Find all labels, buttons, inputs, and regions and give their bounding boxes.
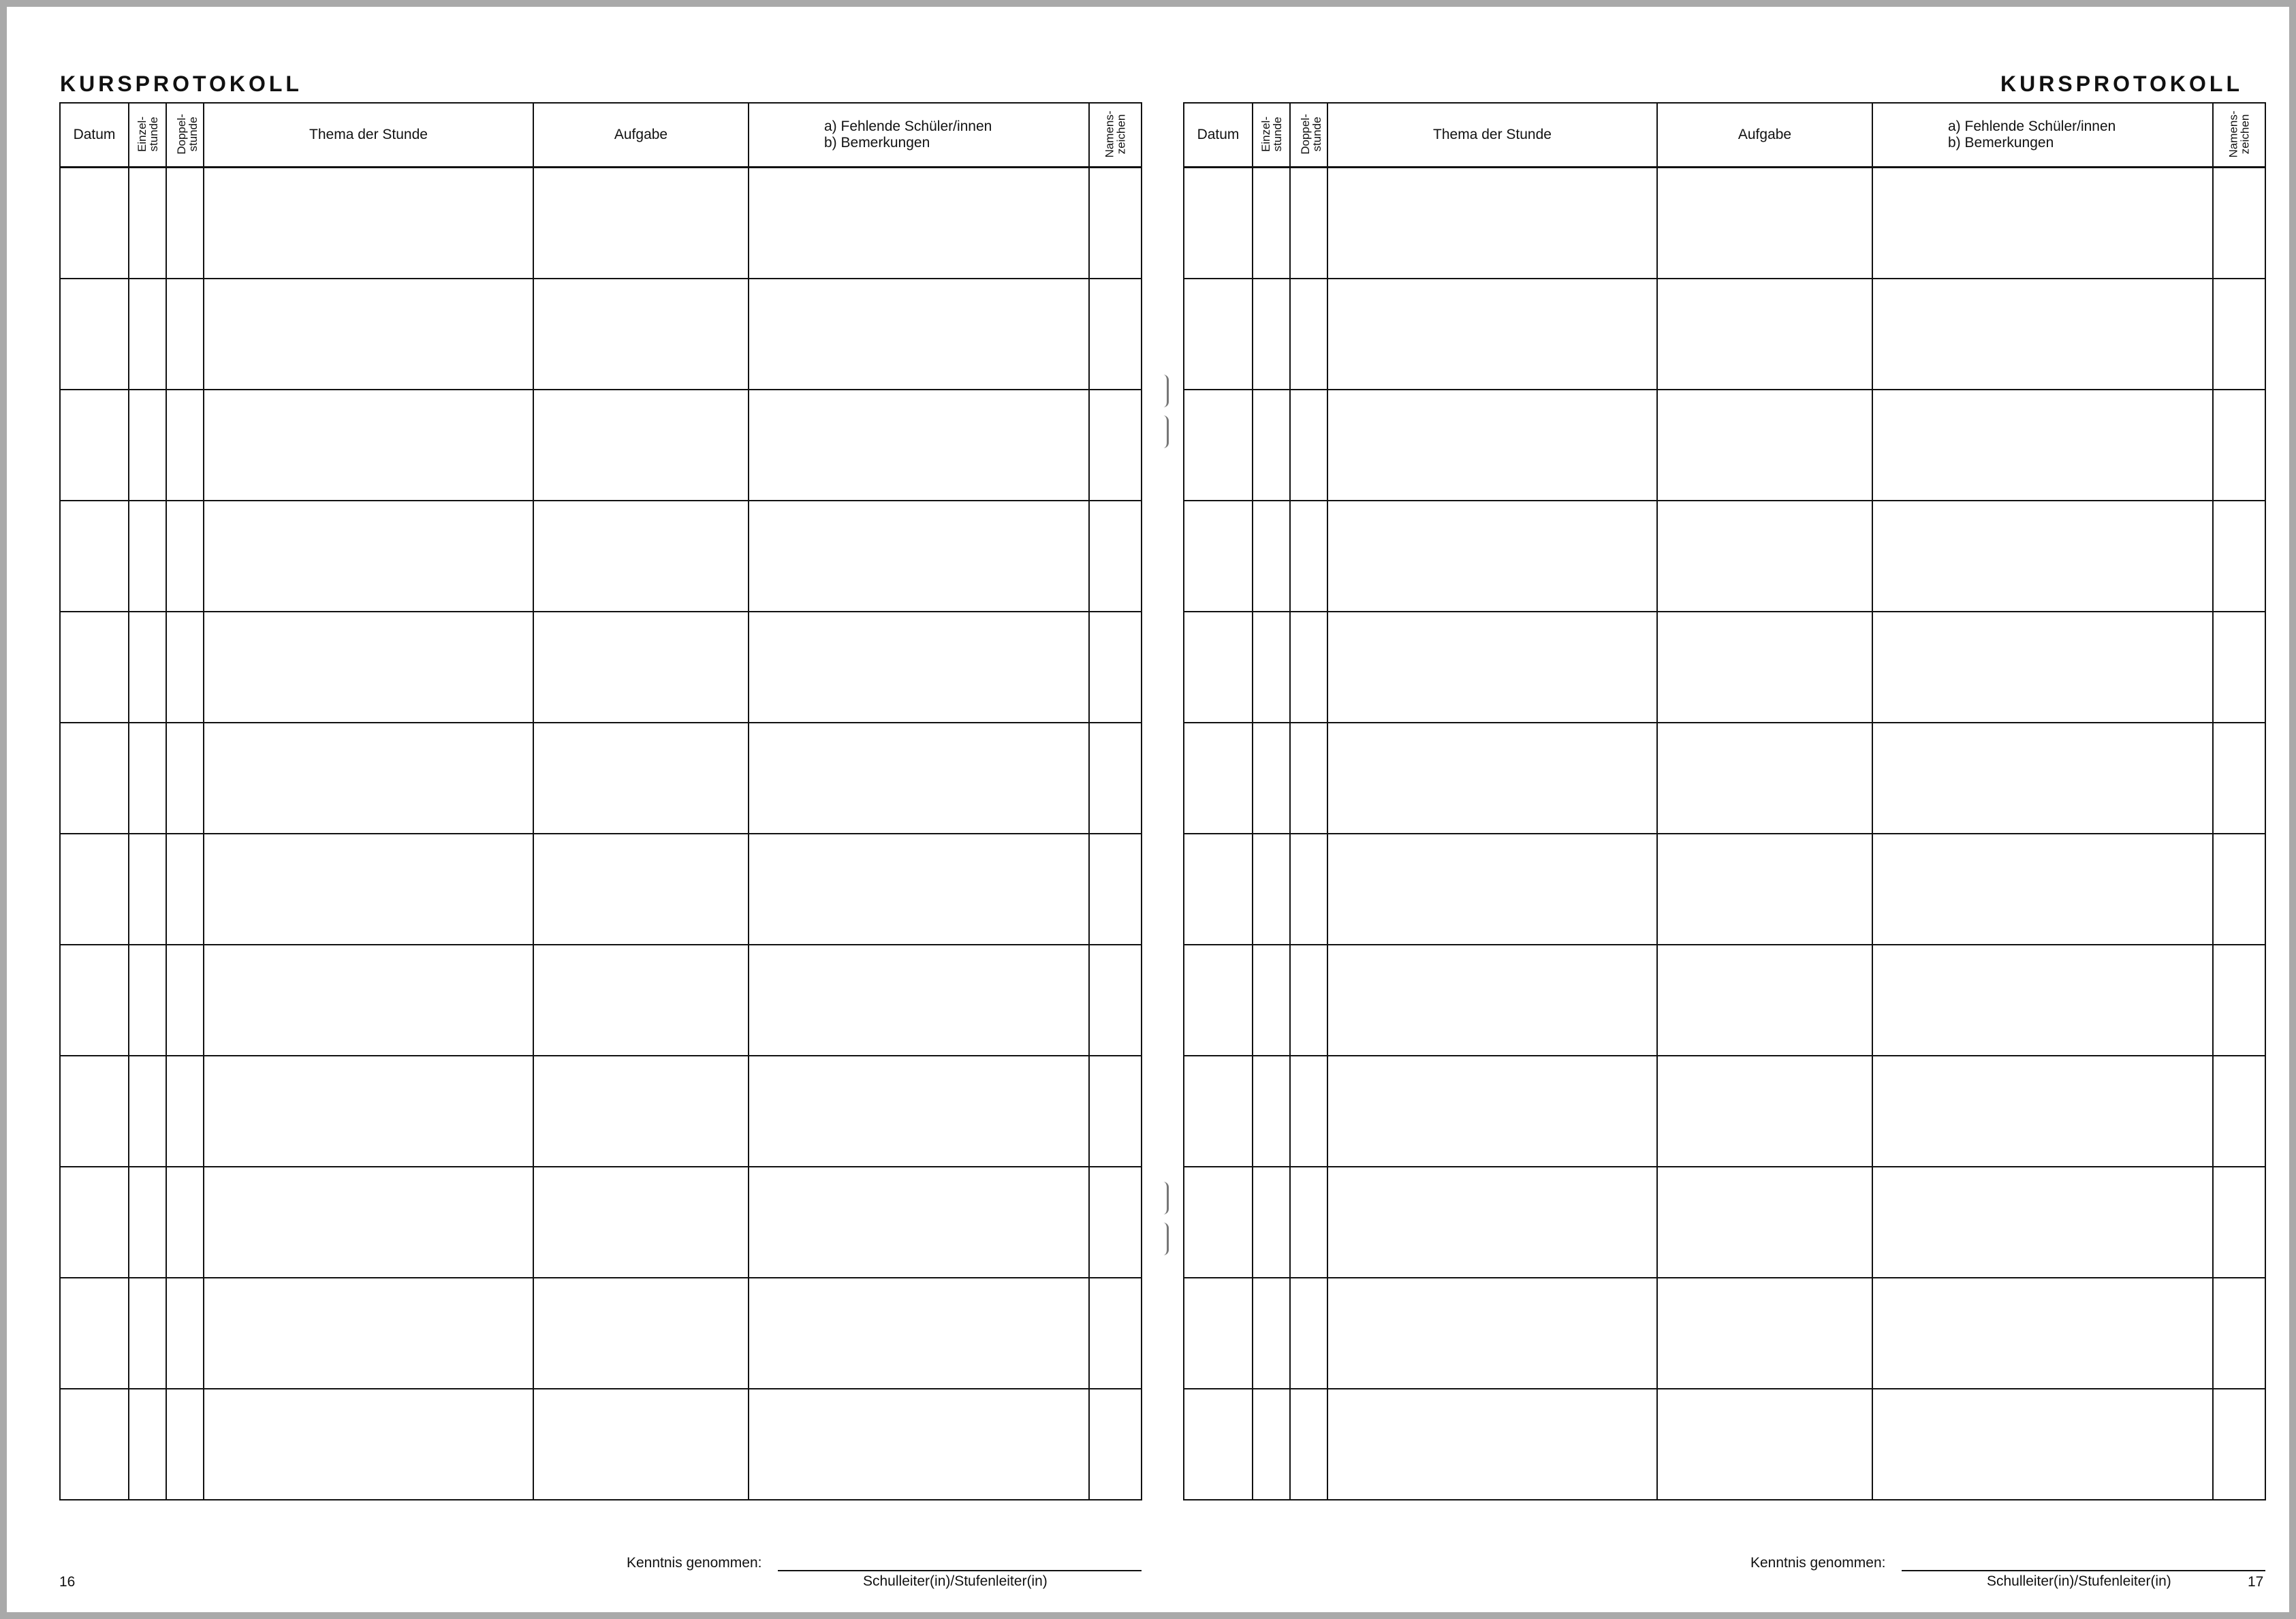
column-header-initials: Namens- zeichen xyxy=(1089,103,1142,168)
single-lesson-cell[interactable] xyxy=(1253,168,1290,279)
initials-cell[interactable] xyxy=(2213,723,2265,834)
double-lesson-cell[interactable] xyxy=(166,168,204,279)
initials-cell[interactable] xyxy=(2213,279,2265,390)
task-cell[interactable] xyxy=(533,1278,749,1389)
task-cell[interactable] xyxy=(533,390,749,501)
column-header-topic: Thema der Stunde xyxy=(1327,103,1657,168)
task-cell[interactable] xyxy=(533,723,749,834)
single-lesson-cell[interactable] xyxy=(129,945,166,1056)
single-lesson-cell[interactable] xyxy=(1253,1278,1290,1389)
date-cell[interactable] xyxy=(1184,390,1253,501)
remarks-cell[interactable] xyxy=(1872,168,2213,279)
single-lesson-cell[interactable] xyxy=(1253,390,1290,501)
date-cell[interactable] xyxy=(60,612,129,723)
date-cell[interactable] xyxy=(60,279,129,390)
topic-cell[interactable] xyxy=(204,168,533,279)
double-lesson-cell[interactable] xyxy=(1290,1056,1327,1167)
initials-cell[interactable] xyxy=(2213,168,2265,279)
double-lesson-cell[interactable] xyxy=(166,390,204,501)
double-lesson-cell[interactable] xyxy=(1290,168,1327,279)
table-row xyxy=(60,834,1142,945)
column-header-single-lesson: Einzel- stunde xyxy=(1253,103,1290,168)
remarks-cell[interactable] xyxy=(749,723,1089,834)
topic-cell[interactable] xyxy=(204,945,533,1056)
task-cell[interactable] xyxy=(533,501,749,612)
column-header-single-lesson: Einzel- stunde xyxy=(129,103,166,168)
date-cell[interactable] xyxy=(60,834,129,945)
double-lesson-cell[interactable] xyxy=(1290,612,1327,723)
double-lesson-cell[interactable] xyxy=(1290,945,1327,1056)
table-row xyxy=(1184,834,2265,945)
table-row xyxy=(1184,1278,2265,1389)
date-cell[interactable] xyxy=(60,1389,129,1500)
topic-cell[interactable] xyxy=(1327,834,1657,945)
acknowledged-label: Kenntnis genommen: xyxy=(1750,1555,1886,1571)
column-header-initials: Namens- zeichen xyxy=(2213,103,2265,168)
topic-cell[interactable] xyxy=(1327,945,1657,1056)
single-lesson-cell[interactable] xyxy=(1253,612,1290,723)
single-lesson-cell[interactable] xyxy=(129,1056,166,1167)
staple-mark xyxy=(1163,1223,1169,1255)
table-row xyxy=(60,390,1142,501)
table-row xyxy=(1184,390,2265,501)
remarks-cell[interactable] xyxy=(749,390,1089,501)
double-lesson-cell[interactable] xyxy=(1290,723,1327,834)
column-header-double-lesson: Doppel- stunde xyxy=(1290,103,1327,168)
table-row xyxy=(1184,1167,2265,1278)
date-cell[interactable] xyxy=(60,501,129,612)
remarks-cell[interactable] xyxy=(1872,612,2213,723)
remarks-cell[interactable] xyxy=(749,279,1089,390)
initials-cell[interactable] xyxy=(2213,834,2265,945)
single-lesson-cell[interactable] xyxy=(1253,945,1290,1056)
staple-mark xyxy=(1163,1182,1169,1214)
table-row xyxy=(1184,612,2265,723)
column-header-remarks: a) Fehlende Schüler/innen b) Bemerkungen xyxy=(1872,103,2213,168)
topic-cell[interactable] xyxy=(204,1167,533,1278)
double-lesson-cell[interactable] xyxy=(166,1389,204,1500)
task-cell[interactable] xyxy=(533,168,749,279)
date-cell[interactable] xyxy=(60,168,129,279)
topic-cell[interactable] xyxy=(204,390,533,501)
topic-cell[interactable] xyxy=(204,1278,533,1389)
task-cell[interactable] xyxy=(1657,168,1872,279)
topic-cell[interactable] xyxy=(204,501,533,612)
topic-cell[interactable] xyxy=(1327,1056,1657,1167)
table-row xyxy=(60,1167,1142,1278)
table-row xyxy=(1184,723,2265,834)
topic-cell[interactable] xyxy=(1327,1278,1657,1389)
topic-cell[interactable] xyxy=(1327,279,1657,390)
date-cell[interactable] xyxy=(1184,1167,1253,1278)
topic-cell[interactable] xyxy=(1327,501,1657,612)
remarks-cell[interactable] xyxy=(749,1056,1089,1167)
task-cell[interactable] xyxy=(1657,1167,1872,1278)
double-lesson-cell[interactable] xyxy=(166,501,204,612)
date-cell[interactable] xyxy=(1184,501,1253,612)
topic-cell[interactable] xyxy=(1327,1167,1657,1278)
task-cell[interactable] xyxy=(533,279,749,390)
table-header-row xyxy=(1184,103,2265,168)
initials-cell[interactable] xyxy=(2213,1056,2265,1167)
single-lesson-cell[interactable] xyxy=(129,501,166,612)
remarks-cell[interactable] xyxy=(749,1389,1089,1500)
single-lesson-cell[interactable] xyxy=(1253,834,1290,945)
double-lesson-cell[interactable] xyxy=(1290,1389,1327,1500)
initials-cell[interactable] xyxy=(2213,945,2265,1056)
double-lesson-cell[interactable] xyxy=(166,1278,204,1389)
remarks-cell[interactable] xyxy=(1872,1056,2213,1167)
acknowledged-label: Kenntnis genommen: xyxy=(627,1555,762,1571)
remarks-cell[interactable] xyxy=(749,945,1089,1056)
task-cell[interactable] xyxy=(1657,1278,1872,1389)
double-lesson-cell[interactable] xyxy=(1290,1278,1327,1389)
single-lesson-cell[interactable] xyxy=(129,168,166,279)
double-lesson-cell[interactable] xyxy=(1290,834,1327,945)
double-lesson-cell[interactable] xyxy=(1290,390,1327,501)
column-header-topic: Thema der Stunde xyxy=(204,103,533,168)
single-lesson-cell[interactable] xyxy=(1253,1056,1290,1167)
double-lesson-cell[interactable] xyxy=(1290,279,1327,390)
task-cell[interactable] xyxy=(533,612,749,723)
table-row xyxy=(1184,501,2265,612)
table-row xyxy=(1184,279,2265,390)
book-spread xyxy=(7,7,2289,1612)
task-cell[interactable] xyxy=(533,1389,749,1500)
task-cell[interactable] xyxy=(1657,1389,1872,1500)
single-lesson-cell[interactable] xyxy=(129,612,166,723)
table-row xyxy=(60,279,1142,390)
task-cell[interactable] xyxy=(1657,945,1872,1056)
date-cell[interactable] xyxy=(1184,168,1253,279)
double-lesson-cell[interactable] xyxy=(166,723,204,834)
date-cell[interactable] xyxy=(1184,279,1253,390)
remarks-cell[interactable] xyxy=(749,612,1089,723)
task-cell[interactable] xyxy=(533,834,749,945)
signature-caption: Schulleiter(in)/Stufenleiter(in) xyxy=(1987,1573,2171,1589)
single-lesson-cell[interactable] xyxy=(129,834,166,945)
course-log-table xyxy=(1183,102,2266,1500)
remarks-cell[interactable] xyxy=(749,501,1089,612)
single-lesson-cell[interactable] xyxy=(1253,501,1290,612)
initials-cell[interactable] xyxy=(2213,1389,2265,1500)
date-cell[interactable] xyxy=(1184,834,1253,945)
date-cell[interactable] xyxy=(60,1167,129,1278)
initials-cell[interactable] xyxy=(2213,1278,2265,1389)
table-row xyxy=(60,1278,1142,1389)
topic-cell[interactable] xyxy=(204,723,533,834)
date-cell[interactable] xyxy=(1184,1056,1253,1167)
topic-cell[interactable] xyxy=(1327,168,1657,279)
date-cell[interactable] xyxy=(1184,1278,1253,1389)
topic-cell[interactable] xyxy=(1327,723,1657,834)
left-page xyxy=(7,7,1131,1612)
remarks-cell[interactable] xyxy=(749,834,1089,945)
course-log-table xyxy=(59,102,1142,1500)
initials-cell[interactable] xyxy=(2213,1167,2265,1278)
table-row xyxy=(60,723,1142,834)
remarks-cell[interactable] xyxy=(1872,834,2213,945)
topic-cell[interactable] xyxy=(204,612,533,723)
single-lesson-cell[interactable] xyxy=(1253,1167,1290,1278)
table-row xyxy=(60,168,1142,279)
task-cell[interactable] xyxy=(1657,279,1872,390)
initials-cell[interactable] xyxy=(2213,501,2265,612)
date-cell[interactable] xyxy=(1184,612,1253,723)
topic-cell[interactable] xyxy=(204,834,533,945)
page-title: KURSPROTOKOLL xyxy=(2000,72,2243,96)
topic-cell[interactable] xyxy=(1327,390,1657,501)
table-row xyxy=(1184,945,2265,1056)
remarks-cell[interactable] xyxy=(1872,945,2213,1056)
single-lesson-cell[interactable] xyxy=(129,1389,166,1500)
task-cell[interactable] xyxy=(1657,390,1872,501)
remarks-cell[interactable] xyxy=(1872,1389,2213,1500)
remarks-cell[interactable] xyxy=(749,1167,1089,1278)
column-header-task: Aufgabe xyxy=(533,103,749,168)
double-lesson-cell[interactable] xyxy=(166,612,204,723)
task-cell[interactable] xyxy=(1657,612,1872,723)
signature-caption: Schulleiter(in)/Stufenleiter(in) xyxy=(863,1573,1048,1589)
topic-cell[interactable] xyxy=(1327,612,1657,723)
date-cell[interactable] xyxy=(1184,723,1253,834)
remarks-cell[interactable] xyxy=(1872,279,2213,390)
staple-mark xyxy=(1163,375,1169,407)
remarks-cell[interactable] xyxy=(749,1278,1089,1389)
task-cell[interactable] xyxy=(533,1167,749,1278)
date-cell[interactable] xyxy=(60,723,129,834)
single-lesson-cell[interactable] xyxy=(129,1278,166,1389)
signature-line xyxy=(1902,1570,2265,1571)
remarks-cell[interactable] xyxy=(749,168,1089,279)
task-cell[interactable] xyxy=(1657,1056,1872,1167)
double-lesson-cell[interactable] xyxy=(166,945,204,1056)
table-header-row xyxy=(60,103,1142,168)
single-lesson-cell[interactable] xyxy=(129,1167,166,1278)
page-title: KURSPROTOKOLL xyxy=(60,72,302,96)
table-row xyxy=(1184,168,2265,279)
remarks-cell[interactable] xyxy=(1872,501,2213,612)
double-lesson-cell[interactable] xyxy=(166,279,204,390)
signature-line xyxy=(778,1570,1142,1571)
task-cell[interactable] xyxy=(1657,501,1872,612)
double-lesson-cell[interactable] xyxy=(166,1056,204,1167)
remarks-cell[interactable] xyxy=(1872,1278,2213,1389)
column-header-task: Aufgabe xyxy=(1657,103,1872,168)
double-lesson-cell[interactable] xyxy=(166,834,204,945)
date-cell[interactable] xyxy=(1184,1389,1253,1500)
table-row xyxy=(60,501,1142,612)
topic-cell[interactable] xyxy=(204,1056,533,1167)
single-lesson-cell[interactable] xyxy=(129,390,166,501)
column-header-date: Datum xyxy=(1184,103,1253,168)
initials-cell[interactable] xyxy=(2213,390,2265,501)
task-cell[interactable] xyxy=(533,945,749,1056)
double-lesson-cell[interactable] xyxy=(166,1167,204,1278)
page-number: 17 xyxy=(2248,1574,2264,1590)
remarks-cell[interactable] xyxy=(1872,390,2213,501)
date-cell[interactable] xyxy=(60,945,129,1056)
table-row xyxy=(60,1389,1142,1500)
page-number: 16 xyxy=(59,1574,76,1590)
task-cell[interactable] xyxy=(533,1056,749,1167)
remarks-cell[interactable] xyxy=(1872,1167,2213,1278)
topic-cell[interactable] xyxy=(1327,1389,1657,1500)
task-cell[interactable] xyxy=(1657,723,1872,834)
date-cell[interactable] xyxy=(60,1278,129,1389)
single-lesson-cell[interactable] xyxy=(129,723,166,834)
date-cell[interactable] xyxy=(60,1056,129,1167)
topic-cell[interactable] xyxy=(204,279,533,390)
column-header-date: Datum xyxy=(60,103,129,168)
table-row xyxy=(60,612,1142,723)
single-lesson-cell[interactable] xyxy=(1253,279,1290,390)
topic-cell[interactable] xyxy=(204,1389,533,1500)
remarks-cell[interactable] xyxy=(1872,723,2213,834)
single-lesson-cell[interactable] xyxy=(129,279,166,390)
initials-cell[interactable] xyxy=(2213,612,2265,723)
single-lesson-cell[interactable] xyxy=(1253,1389,1290,1500)
double-lesson-cell[interactable] xyxy=(1290,501,1327,612)
date-cell[interactable] xyxy=(60,390,129,501)
column-header-double-lesson: Doppel- stunde xyxy=(166,103,204,168)
single-lesson-cell[interactable] xyxy=(1253,723,1290,834)
date-cell[interactable] xyxy=(1184,945,1253,1056)
double-lesson-cell[interactable] xyxy=(1290,1167,1327,1278)
table-row xyxy=(60,945,1142,1056)
table-row xyxy=(60,1056,1142,1167)
task-cell[interactable] xyxy=(1657,834,1872,945)
right-page xyxy=(1131,7,2264,1612)
table-row xyxy=(1184,1056,2265,1167)
column-header-remarks: a) Fehlende Schüler/innen b) Bemerkungen xyxy=(749,103,1089,168)
table-row xyxy=(1184,1389,2265,1500)
staple-mark xyxy=(1163,415,1169,448)
